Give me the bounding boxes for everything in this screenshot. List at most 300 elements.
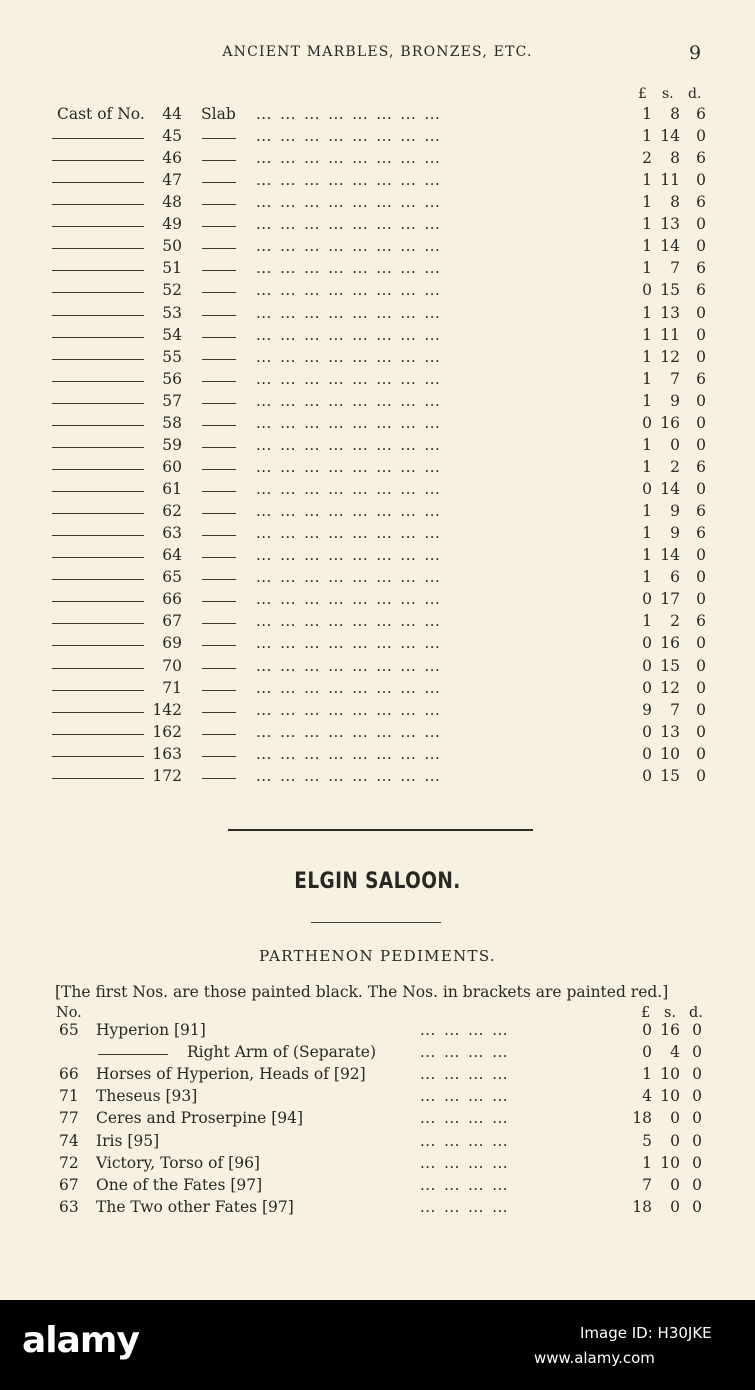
pediment-description: Iris [95] bbox=[96, 1132, 160, 1150]
price-pounds: 0 bbox=[642, 414, 652, 432]
price-shillings: 2 bbox=[670, 612, 680, 630]
price-pounds: 0 bbox=[642, 1043, 652, 1061]
price-shillings: 12 bbox=[660, 348, 680, 366]
leader-dots: ... ... ... ... ... ... ... ... bbox=[256, 392, 441, 410]
ditto-rule bbox=[52, 248, 144, 249]
price-pence: 0 bbox=[696, 392, 706, 410]
pediment-number: 67 bbox=[59, 1176, 79, 1194]
pediment-row bbox=[0, 1198, 755, 1220]
pediment-pounds-header: £ bbox=[641, 1005, 651, 1021]
price-pounds: 1 bbox=[642, 215, 652, 233]
cast-row bbox=[0, 237, 755, 259]
cast-row bbox=[0, 701, 755, 723]
leader-dots: ... ... ... ... ... ... ... ... bbox=[256, 657, 441, 675]
price-pounds: 5 bbox=[642, 1132, 652, 1150]
price-pence: 0 bbox=[696, 701, 706, 719]
price-pence: 6 bbox=[696, 370, 706, 388]
pediment-number: 65 bbox=[59, 1021, 79, 1039]
ditto-rule bbox=[52, 491, 144, 492]
ditto-rule bbox=[202, 138, 236, 139]
ditto-rule bbox=[202, 623, 236, 624]
price-pence: 6 bbox=[696, 458, 706, 476]
cast-number: 66 bbox=[162, 590, 182, 608]
pediment-description: Hyperion [91] bbox=[96, 1021, 206, 1039]
ditto-rule bbox=[52, 337, 144, 338]
cast-row bbox=[0, 657, 755, 679]
price-pounds: 0 bbox=[642, 480, 652, 498]
price-shillings: 8 bbox=[670, 149, 680, 167]
leader-dots: ... ... ... ... ... ... ... ... bbox=[256, 304, 441, 322]
ditto-rule bbox=[52, 579, 144, 580]
pediment-pence-header: d. bbox=[689, 1005, 703, 1021]
price-pence: 0 bbox=[696, 326, 706, 344]
price-shillings: 14 bbox=[660, 237, 680, 255]
cast-row bbox=[0, 767, 755, 789]
ditto-rule bbox=[52, 403, 144, 404]
price-pounds: 1 bbox=[642, 1154, 652, 1172]
cast-number: 58 bbox=[162, 414, 182, 432]
pediment-row bbox=[0, 1043, 755, 1065]
ditto-rule bbox=[202, 226, 236, 227]
price-shillings: 16 bbox=[660, 634, 680, 652]
cast-number: 46 bbox=[162, 149, 182, 167]
section-divider bbox=[228, 829, 533, 831]
leader-dots: ... ... ... ... ... ... ... ... bbox=[256, 259, 441, 277]
cast-row bbox=[0, 414, 755, 436]
price-pence: 0 bbox=[696, 590, 706, 608]
price-pounds: 4 bbox=[642, 1087, 652, 1105]
cast-row bbox=[0, 281, 755, 303]
cast-row bbox=[0, 392, 755, 414]
pediment-row bbox=[0, 1176, 755, 1198]
ditto-rule bbox=[52, 535, 144, 536]
price-pounds: 1 bbox=[642, 392, 652, 410]
price-shillings: 15 bbox=[660, 767, 680, 785]
cast-number: 53 bbox=[162, 304, 182, 322]
cast-number: 52 bbox=[162, 281, 182, 299]
ditto-rule bbox=[202, 557, 236, 558]
price-pence: 0 bbox=[692, 1065, 702, 1083]
price-pounds: 18 bbox=[632, 1109, 652, 1127]
price-shillings: 14 bbox=[660, 546, 680, 564]
price-pounds: 18 bbox=[632, 1198, 652, 1216]
ditto-rule bbox=[52, 447, 144, 448]
ditto-rule bbox=[202, 668, 236, 669]
ditto-rule bbox=[52, 160, 144, 161]
site-url: www.alamy.com bbox=[534, 1349, 655, 1367]
ditto-rule bbox=[52, 690, 144, 691]
price-shillings: 8 bbox=[670, 105, 680, 123]
cast-row bbox=[0, 502, 755, 524]
cast-row bbox=[0, 546, 755, 568]
cast-row bbox=[0, 105, 755, 127]
pediment-row bbox=[0, 1065, 755, 1087]
price-shillings: 4 bbox=[670, 1043, 680, 1061]
ditto-rule bbox=[202, 535, 236, 536]
cast-row bbox=[0, 127, 755, 149]
price-shillings: 16 bbox=[660, 1021, 680, 1039]
price-pounds: 1 bbox=[642, 171, 652, 189]
cast-row bbox=[0, 193, 755, 215]
ditto-rule bbox=[52, 778, 144, 779]
ditto-rule bbox=[202, 712, 236, 713]
ditto-rule bbox=[202, 579, 236, 580]
leader-dots: ... ... ... ... ... ... ... ... bbox=[256, 105, 441, 123]
cast-number: 63 bbox=[162, 524, 182, 542]
ditto-rule bbox=[202, 491, 236, 492]
cast-number: 69 bbox=[162, 634, 182, 652]
leader-dots: ... ... ... ... ... ... ... ... bbox=[256, 679, 441, 697]
leader-dots: ... ... ... ... bbox=[420, 1065, 509, 1083]
price-shillings: 11 bbox=[660, 326, 680, 344]
ditto-rule bbox=[52, 557, 144, 558]
cast-number: 54 bbox=[162, 326, 182, 344]
price-pence: 0 bbox=[696, 568, 706, 586]
ditto-rule bbox=[52, 668, 144, 669]
pediment-description: Ceres and Proserpine [94] bbox=[96, 1109, 304, 1127]
pence-column-header: d. bbox=[688, 86, 702, 102]
cast-number: 163 bbox=[152, 745, 182, 763]
price-shillings: 9 bbox=[670, 524, 680, 542]
price-shillings: 11 bbox=[660, 171, 680, 189]
price-pounds: 0 bbox=[642, 590, 652, 608]
leader-dots: ... ... ... ... ... ... ... ... bbox=[256, 568, 441, 586]
leader-dots: ... ... ... ... ... ... ... ... bbox=[256, 723, 441, 741]
leader-dots: ... ... ... ... ... ... ... ... bbox=[256, 326, 441, 344]
ditto-rule bbox=[98, 1054, 168, 1055]
cast-row bbox=[0, 326, 755, 348]
ditto-rule bbox=[202, 513, 236, 514]
ditto-rule bbox=[52, 469, 144, 470]
leader-dots: ... ... ... ... bbox=[420, 1198, 509, 1216]
price-pence: 0 bbox=[692, 1198, 702, 1216]
leader-dots: ... ... ... ... ... ... ... ... bbox=[256, 546, 441, 564]
price-pounds: 1 bbox=[642, 436, 652, 454]
price-pence: 6 bbox=[696, 193, 706, 211]
ditto-rule bbox=[202, 359, 236, 360]
price-pounds: 1 bbox=[642, 612, 652, 630]
pediment-row bbox=[0, 1087, 755, 1109]
ditto-rule bbox=[52, 182, 144, 183]
pounds-column-header: £ bbox=[638, 86, 647, 102]
cast-number: 48 bbox=[162, 193, 182, 211]
ditto-rule bbox=[202, 734, 236, 735]
pediment-number: 77 bbox=[59, 1109, 79, 1127]
leader-dots: ... ... ... ... bbox=[420, 1109, 509, 1127]
price-pence: 0 bbox=[696, 767, 706, 785]
leader-dots: ... ... ... ... bbox=[420, 1154, 509, 1172]
page-number: 9 bbox=[689, 42, 702, 64]
price-shillings: 13 bbox=[660, 304, 680, 322]
pediment-number: 66 bbox=[59, 1065, 79, 1083]
price-shillings: 17 bbox=[660, 590, 680, 608]
cast-row bbox=[0, 634, 755, 656]
cast-row bbox=[0, 679, 755, 701]
ditto-rule bbox=[202, 645, 236, 646]
price-pounds: 0 bbox=[642, 634, 652, 652]
price-shillings: 10 bbox=[660, 1087, 680, 1105]
ditto-rule bbox=[202, 315, 236, 316]
ditto-rule bbox=[52, 712, 144, 713]
leader-dots: ... ... ... ... ... ... ... ... bbox=[256, 171, 441, 189]
leader-dots: ... ... ... ... bbox=[420, 1021, 509, 1039]
ditto-rule bbox=[52, 226, 144, 227]
price-pounds: 1 bbox=[642, 502, 652, 520]
price-pence: 0 bbox=[696, 304, 706, 322]
cast-number: 45 bbox=[162, 127, 182, 145]
price-pence: 0 bbox=[696, 348, 706, 366]
price-pence: 0 bbox=[696, 215, 706, 233]
price-pounds: 0 bbox=[642, 767, 652, 785]
price-pence: 6 bbox=[696, 612, 706, 630]
leader-dots: ... ... ... ... ... ... ... ... bbox=[256, 215, 441, 233]
leader-dots: ... ... ... ... ... ... ... ... bbox=[256, 414, 441, 432]
price-shillings: 0 bbox=[670, 1132, 680, 1150]
price-pence: 0 bbox=[692, 1109, 702, 1127]
pediment-description: Theseus [93] bbox=[96, 1087, 198, 1105]
price-pounds: 1 bbox=[642, 237, 652, 255]
ditto-rule bbox=[52, 601, 144, 602]
cast-number: 47 bbox=[162, 171, 182, 189]
price-pounds: 1 bbox=[642, 127, 652, 145]
ditto-rule bbox=[202, 469, 236, 470]
price-shillings: 0 bbox=[670, 436, 680, 454]
leader-dots: ... ... ... ... bbox=[420, 1087, 509, 1105]
price-shillings: 7 bbox=[670, 701, 680, 719]
cast-row bbox=[0, 348, 755, 370]
leader-dots: ... ... ... ... ... ... ... ... bbox=[256, 149, 441, 167]
pediment-description: Right Arm of (Separate) bbox=[187, 1043, 377, 1061]
price-pence: 0 bbox=[696, 679, 706, 697]
price-shillings: 9 bbox=[670, 502, 680, 520]
price-pounds: 7 bbox=[642, 1176, 652, 1194]
price-pence: 0 bbox=[696, 745, 706, 763]
leader-dots: ... ... ... ... bbox=[420, 1176, 509, 1194]
price-pence: 0 bbox=[692, 1132, 702, 1150]
cast-number: 49 bbox=[162, 215, 182, 233]
ditto-rule bbox=[52, 513, 144, 514]
ditto-rule bbox=[52, 425, 144, 426]
price-pence: 6 bbox=[696, 281, 706, 299]
leader-dots: ... ... ... ... ... ... ... ... bbox=[256, 436, 441, 454]
price-shillings: 2 bbox=[670, 458, 680, 476]
price-pence: 0 bbox=[696, 436, 706, 454]
ditto-rule bbox=[202, 248, 236, 249]
pediment-row bbox=[0, 1109, 755, 1131]
ditto-rule bbox=[202, 778, 236, 779]
ditto-rule bbox=[52, 138, 144, 139]
cast-label: Cast of No. bbox=[57, 105, 145, 123]
price-pounds: 1 bbox=[642, 348, 652, 366]
price-shillings: 14 bbox=[660, 480, 680, 498]
pediment-description: Horses of Hyperion, Heads of [92] bbox=[96, 1065, 366, 1083]
price-pounds: 0 bbox=[642, 1021, 652, 1039]
section-title: ELGIN SALOON. bbox=[294, 869, 461, 894]
cast-number: 65 bbox=[162, 568, 182, 586]
ditto-rule bbox=[52, 381, 144, 382]
cast-number: 70 bbox=[162, 657, 182, 675]
pediment-row bbox=[0, 1154, 755, 1176]
price-pounds: 2 bbox=[642, 149, 652, 167]
price-pence: 6 bbox=[696, 149, 706, 167]
image-id: Image ID: H30JKE bbox=[580, 1324, 712, 1342]
cast-number: 59 bbox=[162, 436, 182, 454]
price-pounds: 0 bbox=[642, 745, 652, 763]
price-pounds: 0 bbox=[642, 723, 652, 741]
price-shillings: 13 bbox=[660, 215, 680, 233]
cast-number: 61 bbox=[162, 480, 182, 498]
leader-dots: ... ... ... ... ... ... ... ... bbox=[256, 127, 441, 145]
price-pence: 6 bbox=[696, 105, 706, 123]
ditto-rule bbox=[52, 623, 144, 624]
price-shillings: 0 bbox=[670, 1176, 680, 1194]
cast-row bbox=[0, 723, 755, 745]
price-pounds: 1 bbox=[642, 105, 652, 123]
leader-dots: ... ... ... ... ... ... ... ... bbox=[256, 281, 441, 299]
running-header: ANCIENT MARBLES, BRONZES, ETC. bbox=[222, 44, 533, 60]
price-pounds: 1 bbox=[642, 1065, 652, 1083]
no-column-header: No. bbox=[56, 1005, 82, 1021]
pediment-description: The Two other Fates [97] bbox=[96, 1198, 294, 1216]
price-pence: 0 bbox=[692, 1154, 702, 1172]
price-shillings: 6 bbox=[670, 568, 680, 586]
ditto-rule bbox=[202, 756, 236, 757]
price-pounds: 9 bbox=[642, 701, 652, 719]
ditto-rule bbox=[202, 204, 236, 205]
cast-description: Slab bbox=[201, 105, 236, 123]
price-pounds: 1 bbox=[642, 193, 652, 211]
price-pounds: 1 bbox=[642, 259, 652, 277]
cast-row bbox=[0, 745, 755, 767]
ditto-rule bbox=[202, 160, 236, 161]
price-pence: 0 bbox=[696, 171, 706, 189]
ditto-rule bbox=[202, 425, 236, 426]
price-pence: 0 bbox=[696, 480, 706, 498]
leader-dots: ... ... ... ... ... ... ... ... bbox=[256, 237, 441, 255]
leader-dots: ... ... ... ... bbox=[420, 1043, 509, 1061]
pediment-row bbox=[0, 1132, 755, 1154]
cast-number: 162 bbox=[152, 723, 182, 741]
cast-number: 57 bbox=[162, 392, 182, 410]
leader-dots: ... ... ... ... ... ... ... ... bbox=[256, 524, 441, 542]
price-pence: 6 bbox=[696, 502, 706, 520]
ditto-rule bbox=[52, 359, 144, 360]
ditto-rule bbox=[202, 182, 236, 183]
price-pence: 0 bbox=[692, 1176, 702, 1194]
cast-row bbox=[0, 524, 755, 546]
price-shillings: 15 bbox=[660, 657, 680, 675]
cast-number: 67 bbox=[162, 612, 182, 630]
leader-dots: ... ... ... ... ... ... ... ... bbox=[256, 193, 441, 211]
cast-row bbox=[0, 480, 755, 502]
price-pounds: 1 bbox=[642, 458, 652, 476]
leader-dots: ... ... ... ... ... ... ... ... bbox=[256, 348, 441, 366]
price-pence: 0 bbox=[696, 546, 706, 564]
leader-dots: ... ... ... ... ... ... ... ... bbox=[256, 745, 441, 763]
pediment-description: Victory, Torso of [96] bbox=[96, 1154, 260, 1172]
price-pence: 6 bbox=[696, 259, 706, 277]
pediment-description: One of the Fates [97] bbox=[96, 1176, 263, 1194]
leader-dots: ... ... ... ... ... ... ... ... bbox=[256, 590, 441, 608]
ditto-rule bbox=[202, 403, 236, 404]
subsection-title: PARTHENON PEDIMENTS. bbox=[259, 947, 496, 965]
cast-number: 62 bbox=[162, 502, 182, 520]
ditto-rule bbox=[52, 204, 144, 205]
cast-row bbox=[0, 171, 755, 193]
cast-number: 172 bbox=[152, 767, 182, 785]
price-pounds: 0 bbox=[642, 281, 652, 299]
shillings-column-header: s. bbox=[662, 86, 674, 102]
price-shillings: 8 bbox=[670, 193, 680, 211]
ditto-rule bbox=[52, 734, 144, 735]
price-pounds: 1 bbox=[642, 326, 652, 344]
price-pounds: 1 bbox=[642, 304, 652, 322]
cast-row bbox=[0, 259, 755, 281]
price-pence: 0 bbox=[692, 1087, 702, 1105]
price-pounds: 0 bbox=[642, 657, 652, 675]
price-shillings: 16 bbox=[660, 414, 680, 432]
price-pence: 0 bbox=[696, 634, 706, 652]
price-pence: 0 bbox=[692, 1021, 702, 1039]
cast-row bbox=[0, 436, 755, 458]
ditto-rule bbox=[52, 315, 144, 316]
price-pence: 6 bbox=[696, 524, 706, 542]
price-shillings: 10 bbox=[660, 745, 680, 763]
cast-number: 64 bbox=[162, 546, 182, 564]
cast-row bbox=[0, 304, 755, 326]
cast-row bbox=[0, 590, 755, 612]
ditto-rule bbox=[52, 756, 144, 757]
cast-row bbox=[0, 568, 755, 590]
price-pence: 0 bbox=[692, 1043, 702, 1061]
price-pence: 0 bbox=[696, 657, 706, 675]
ditto-rule bbox=[202, 381, 236, 382]
cast-row bbox=[0, 215, 755, 237]
leader-dots: ... ... ... ... ... ... ... ... bbox=[256, 612, 441, 630]
price-pence: 0 bbox=[696, 127, 706, 145]
price-pounds: 1 bbox=[642, 546, 652, 564]
ditto-rule bbox=[202, 337, 236, 338]
ditto-rule bbox=[202, 270, 236, 271]
price-pence: 0 bbox=[696, 723, 706, 741]
ditto-rule bbox=[202, 292, 236, 293]
cast-number: 142 bbox=[152, 701, 182, 719]
price-shillings: 7 bbox=[670, 259, 680, 277]
price-shillings: 9 bbox=[670, 392, 680, 410]
price-shillings: 0 bbox=[670, 1198, 680, 1216]
pediment-number: 71 bbox=[59, 1087, 79, 1105]
leader-dots: ... ... ... ... ... ... ... ... bbox=[256, 458, 441, 476]
leader-dots: ... ... ... ... ... ... ... ... bbox=[256, 634, 441, 652]
leader-dots: ... ... ... ... ... ... ... ... bbox=[256, 370, 441, 388]
price-shillings: 14 bbox=[660, 127, 680, 145]
price-pounds: 1 bbox=[642, 568, 652, 586]
price-pence: 0 bbox=[696, 414, 706, 432]
ditto-rule bbox=[52, 292, 144, 293]
price-shillings: 10 bbox=[660, 1065, 680, 1083]
pediment-number: 63 bbox=[59, 1198, 79, 1216]
leader-dots: ... ... ... ... ... ... ... ... bbox=[256, 701, 441, 719]
pediment-row bbox=[0, 1021, 755, 1043]
pediment-number: 72 bbox=[59, 1154, 79, 1172]
cast-number: 71 bbox=[162, 679, 182, 697]
ditto-rule bbox=[52, 270, 144, 271]
price-shillings: 7 bbox=[670, 370, 680, 388]
cast-number: 51 bbox=[162, 259, 182, 277]
alamy-logo: alamy bbox=[22, 1320, 139, 1361]
cast-number: 56 bbox=[162, 370, 182, 388]
leader-dots: ... ... ... ... ... ... ... ... bbox=[256, 480, 441, 498]
